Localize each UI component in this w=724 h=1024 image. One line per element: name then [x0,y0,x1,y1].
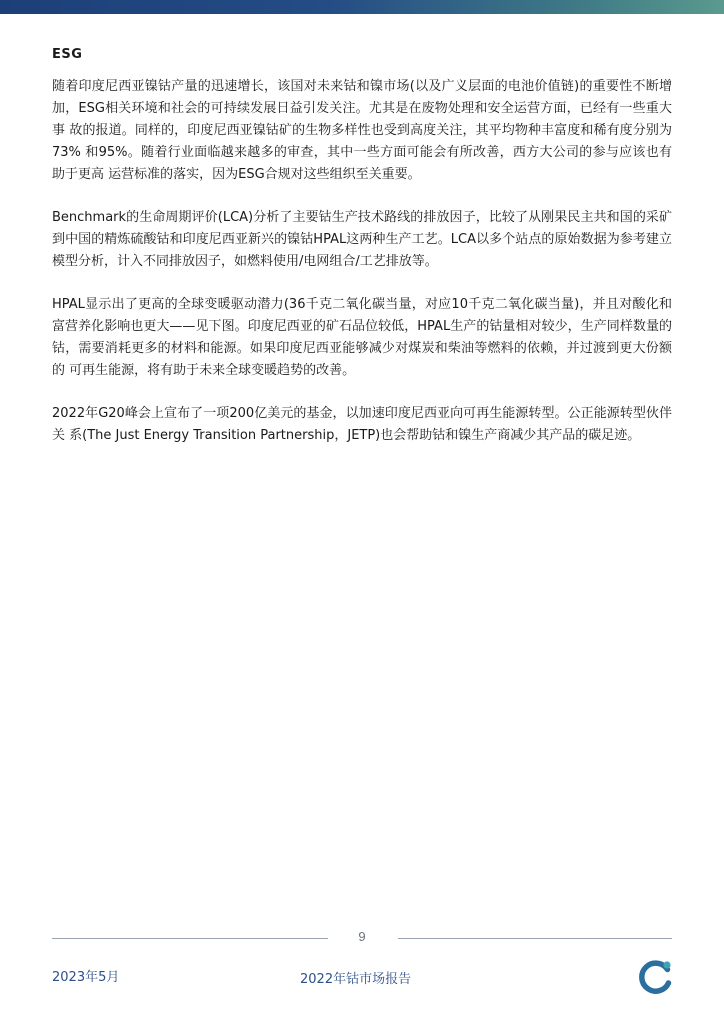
paragraph-hpal-impact: HPAL显示出了更高的全球变暖驱动潜力(36千克二氧化碳当量，对应10千克二氧化碳当量)，并且对酸化和 富营养化影响也更大——见下图。印度尼西亚的矿石品位较低，HPAL生产的钴量相对较少，生产同样数量的 钴，需要消耗更多的材料和能源。如果印度尼西亚能够减少对煤炭和柴油等燃料的依赖，并过渡到更大份额的 可再生能源，将有助于未来全球变暖趋势的改善。 [52,297,672,378]
page-content [52,46,672,468]
footer-report-title: 2022年钴市场报告 [300,972,412,987]
footer-date: 2023年5月 [52,970,120,985]
circular-c-logo-icon [636,956,676,996]
header-accent-bar [0,0,724,14]
paragraph-lca-analysis: Benchmark的生命周期评价(LCA)分析了主要钴生产技术路线的排放因子，比较了从刚果民主共和国的采矿 到中国的精炼硫酸钴和印度尼西亚新兴的镍钴HPAL这两种生产工艺。LCA以多个站点的原始数据为参考建立 模型分析，计入不同排放因子，如燃料使用/电网组合/工艺排放等。 [52,210,672,269]
paragraph-jetp-fund: 2022年G20峰会上宣布了一项200亿美元的基金，以加速印度尼西亚向可再生能源转型。公正能源转型伙伴关 系(The Just Energy Transition Partnership，JETP)也会帮助钴和镍生产商减少其产品的碳足迹。 [52,406,672,443]
page-number: 9 [358,929,366,944]
paragraph-esg-intro: 随着印度尼西亚镍钴产量的迅速增长，该国对未来钴和镍市场(以及广义层面的电池价值链)的重要性不断增 加，ESG相关环境和社会的可持续发展日益引发关注。尤其是在废物处理和安全运营方面，已经有一些重大事 故的报道。同样的，印度尼西亚镍钴矿的生物多样性也受到高度关注，其平均物种丰富度和稀有度分别为73% 和95%。随着行业面临越来越多的审查，其中一些方面可能会有所改善，西方大公司的参与应该也有助于更高 运营标准的落实，因为ESG合规对这些组织至关重要。 [52,79,672,182]
footer-divider-left [52,938,328,939]
section-heading: ESG [52,47,83,62]
footer-divider-right [398,938,672,939]
